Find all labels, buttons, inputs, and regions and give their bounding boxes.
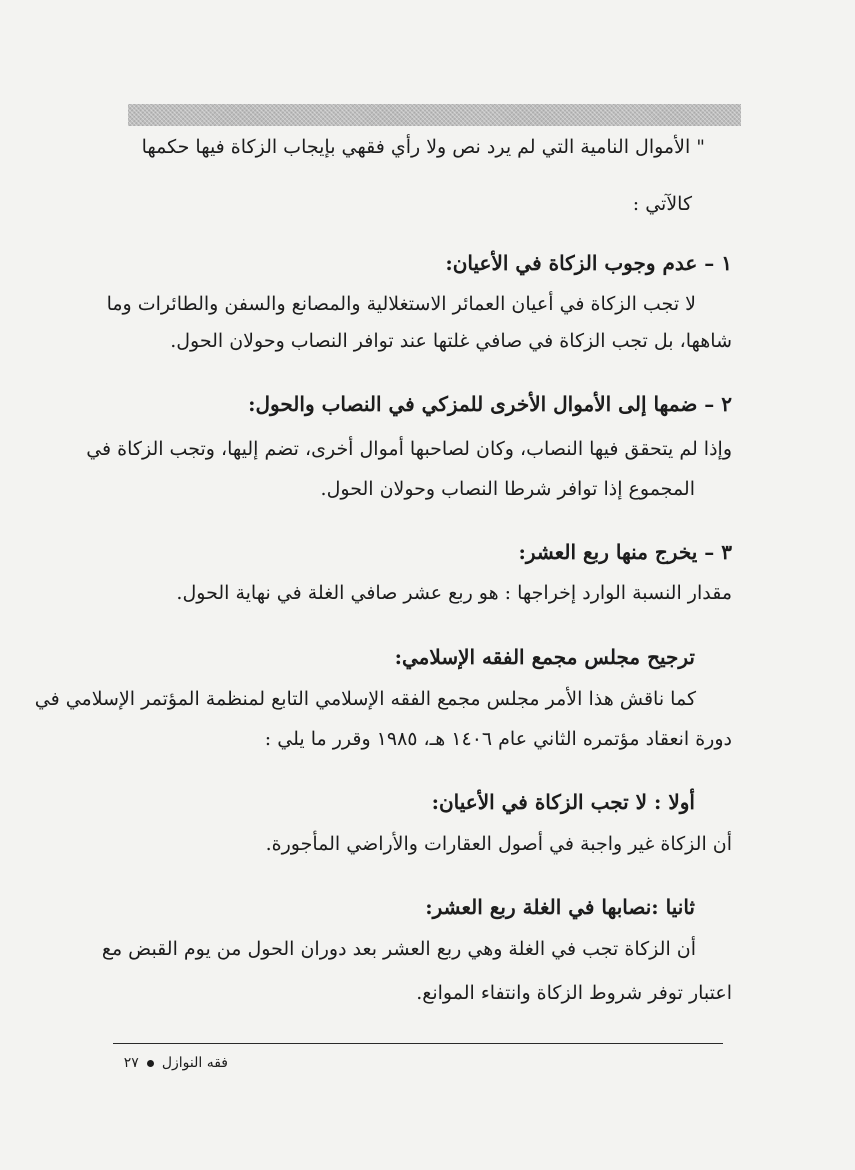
- second-line-2: اعتبار توفر شروط الزكاة وانتفاء الموانع.: [416, 982, 732, 1004]
- footer-rule: [113, 1043, 723, 1044]
- tarjih-line-1: كما ناقش هذا الأمر مجلس مجمع الفقه الإسلامي التابع لمنظمة المؤتمر الإسلامي في: [34, 688, 696, 710]
- section-3-line-1: مقدار النسبة الوارد إخراجها : هو ربع عشر صافي الغلة في نهاية الحول.: [176, 582, 732, 604]
- footer-bullet-icon: [147, 1060, 154, 1067]
- intro-line-2: كالآتي :: [632, 193, 692, 215]
- section-2-line-2: المجموع إذا توافر شرطا النصاب وحولان الحول.: [320, 478, 695, 500]
- tarjih-line-2: دورة انعقاد مؤتمره الثاني عام ١٤٠٦ هـ، ١٩٨٥ وقرر ما يلي :: [264, 728, 732, 750]
- second-heading: ثانيا :نصابها في الغلة ربع العشر:: [425, 895, 695, 919]
- section-2-line-1: وإذا لم يتحقق فيها النصاب، وكان لصاحبها أموال أخرى، تضم إليها، وتجب الزكاة في: [86, 438, 732, 460]
- intro-line-1: " الأموال النامية التي لم يرد نص ولا رأي فقهي بإيجاب الزكاة فيها حكمها: [141, 136, 705, 158]
- first-heading: أولا : لا تجب الزكاة في الأعيان:: [431, 790, 695, 814]
- section-2-heading: ٢ – ضمها إلى الأموال الأخرى للمزكي في النصاب والحول:: [248, 392, 732, 416]
- first-line: أن الزكاة غير واجبة في أصول العقارات والأراضي المأجورة.: [265, 833, 732, 855]
- section-3-heading: ٣ – يخرج منها ربع العشر:: [518, 540, 732, 564]
- section-1-line-1: لا تجب الزكاة في أعيان العمائر الاستغلالية والمصانع والسفن والطائرات وما: [106, 293, 696, 315]
- second-line-1: أن الزكاة تجب في الغلة وهي ربع العشر بعد دوران الحول من يوم القبض مع: [101, 938, 696, 960]
- header-decorative-band: [128, 104, 741, 126]
- page-number: ٢٧: [123, 1055, 139, 1071]
- book-title: فقه النوازل: [161, 1055, 228, 1071]
- section-1-heading: ١ – عدم وجوب الزكاة في الأعيان:: [445, 251, 732, 275]
- section-1-line-2: شاهها، بل تجب الزكاة في صافي غلتها عند توافر النصاب وحولان الحول.: [170, 330, 732, 352]
- page-footer: [113, 1055, 228, 1071]
- tarjih-heading: ترجيح مجلس مجمع الفقه الإسلامي:: [394, 645, 695, 669]
